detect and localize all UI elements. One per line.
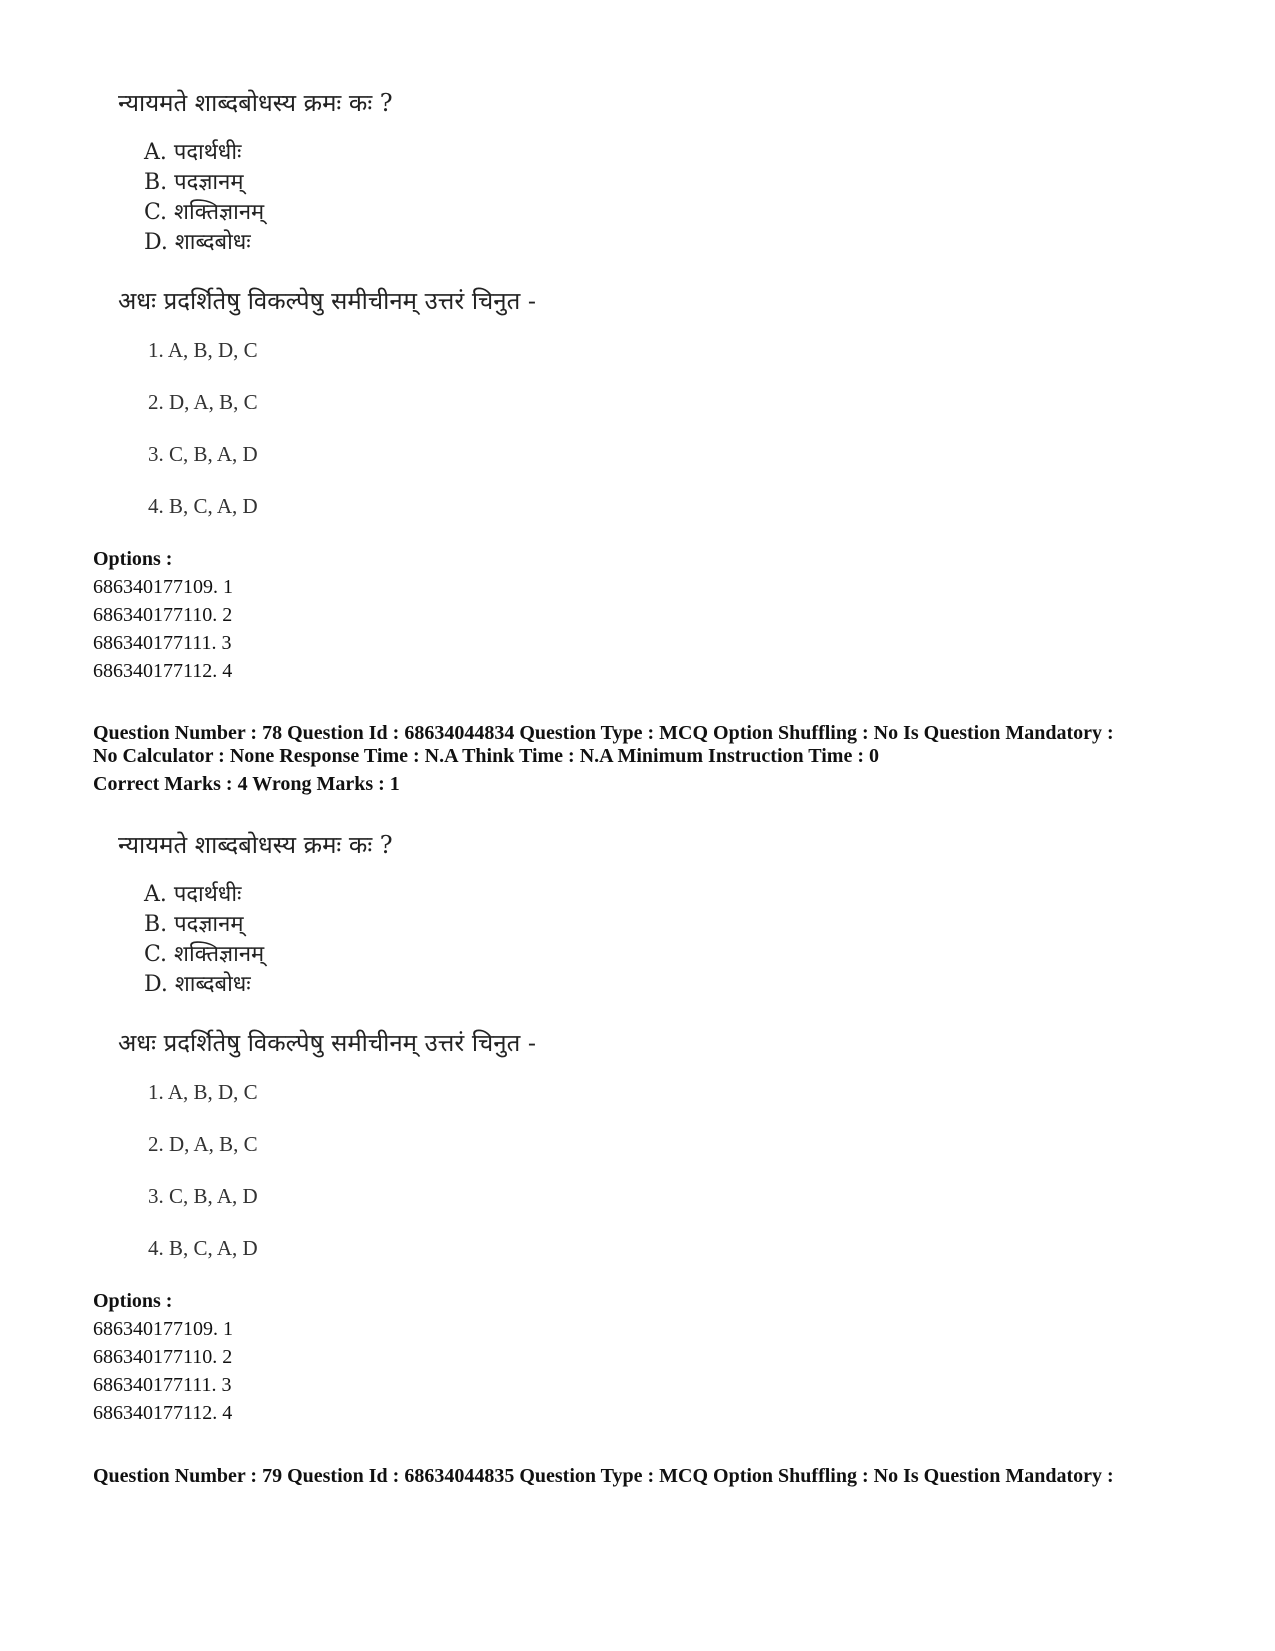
statement-a: A. पदार्थधीः [144, 140, 242, 165]
statement-d: D. शाब्दबोधः [144, 972, 251, 997]
option-item: 686340177112. 4 [93, 1402, 233, 1424]
statement-c: C. शक्तिज्ञानम् [144, 200, 265, 225]
question-meta-line1: Question Number : 79 Question Id : 68634044835 Question Type : MCQ Option Shuffling : No Is Question Mandatory : [93, 1465, 1114, 1487]
option-item: 686340177111. 3 [93, 1374, 232, 1396]
choice-2: 2. D, A, B, C [148, 390, 258, 414]
option-item: 686340177110. 2 [93, 1346, 233, 1368]
options-label: Options : [93, 1290, 173, 1312]
question-stem: न्यायमते शाब्दबोधस्य क्रमः कः ? [118, 89, 393, 117]
question-marks: Correct Marks : 4 Wrong Marks : 1 [93, 773, 400, 795]
option-item: 686340177109. 1 [93, 1318, 233, 1340]
choice-4: 4. B, C, A, D [148, 494, 258, 518]
option-item: 686340177109. 1 [93, 576, 233, 598]
option-item: 686340177112. 4 [93, 660, 233, 682]
statement-c: C. शक्तिज्ञानम् [144, 942, 265, 967]
statement-d: D. शाब्दबोधः [144, 230, 251, 255]
statement-a: A. पदार्थधीः [144, 882, 242, 907]
choice-3: 3. C, B, A, D [148, 1184, 258, 1208]
choice-1: 1. A, B, D, C [148, 338, 258, 362]
options-label: Options : [93, 548, 173, 570]
option-item: 686340177111. 3 [93, 632, 232, 654]
question-meta-line1: Question Number : 78 Question Id : 68634044834 Question Type : MCQ Option Shuffling : No Is Question Mandatory : [93, 722, 1114, 744]
question-instruction: अधः प्रदर्शितेषु विकल्पेषु समीचीनम् उत्तरं चिनुत - [118, 1029, 537, 1057]
statement-b: B. पदज्ञानम् [144, 912, 244, 937]
question-stem: न्यायमते शाब्दबोधस्य क्रमः कः ? [118, 831, 393, 859]
choice-1: 1. A, B, D, C [148, 1080, 258, 1104]
choice-4: 4. B, C, A, D [148, 1236, 258, 1260]
question-meta-line2: No Calculator : None Response Time : N.A Think Time : N.A Minimum Instruction Time : 0 [93, 745, 879, 767]
option-item: 686340177110. 2 [93, 604, 233, 626]
question-instruction: अधः प्रदर्शितेषु विकल्पेषु समीचीनम् उत्तरं चिनुत - [118, 287, 537, 315]
choice-2: 2. D, A, B, C [148, 1132, 258, 1156]
choice-3: 3. C, B, A, D [148, 442, 258, 466]
statement-b: B. पदज्ञानम् [144, 170, 244, 195]
